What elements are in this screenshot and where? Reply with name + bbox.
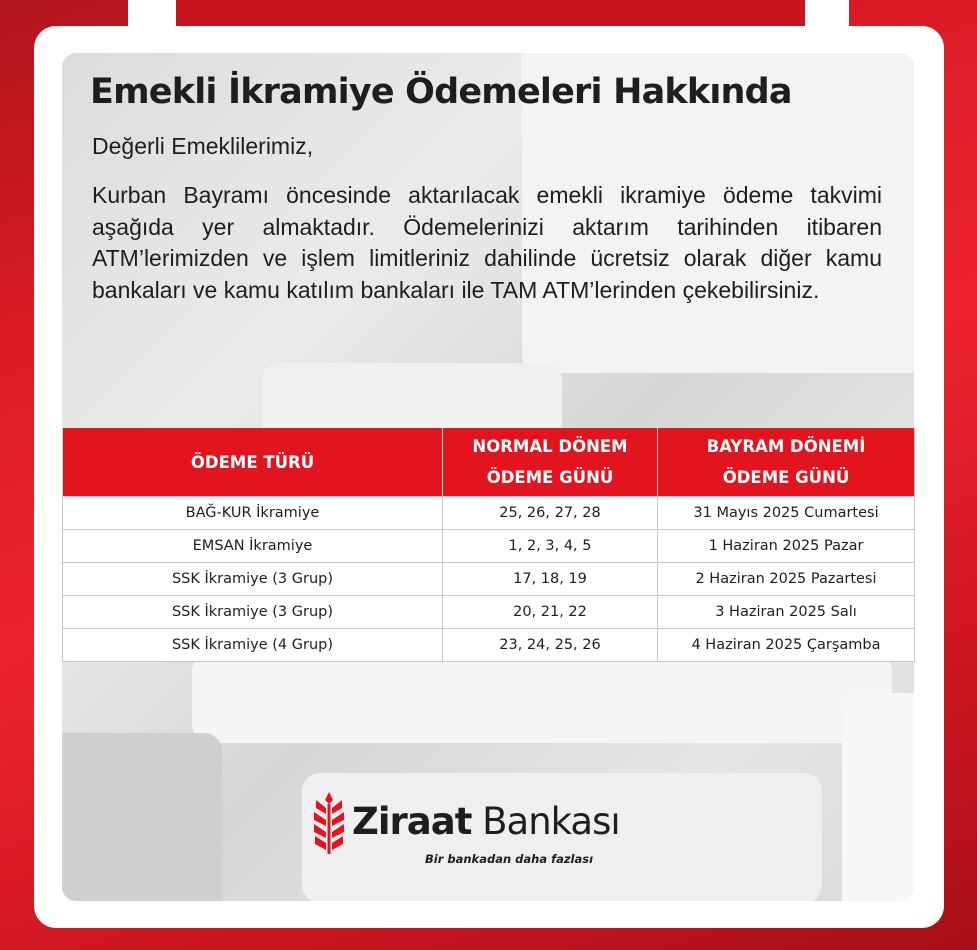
background-bar <box>805 0 849 26</box>
header-holiday-line2: ÖDEME GÜNÜ <box>722 468 850 487</box>
header-payment-type <box>63 428 443 497</box>
cell-holiday-date: 1 Haziran 2025 Pazar <box>658 530 915 563</box>
table-row <box>63 530 915 563</box>
cell-holiday-date: 31 Mayıs 2025 Cumartesi <box>658 497 915 530</box>
header-normal-line1: NORMAL DÖNEM <box>472 437 628 456</box>
cell-normal-days: 1, 2, 3, 4, 5 <box>443 530 658 563</box>
cell-holiday-date: 3 Haziran 2025 Salı <box>658 596 915 629</box>
brand-tagline: Bir bankadan daha fazlası <box>425 852 594 866</box>
cell-normal-days: 20, 21, 22 <box>443 596 658 629</box>
cell-normal-days: 23, 24, 25, 26 <box>443 629 658 662</box>
brand-name-bold: Ziraat <box>352 800 472 843</box>
cell-payment-type: SSK İkramiye (3 Grup) <box>63 596 443 629</box>
decorative-shape <box>192 653 892 743</box>
cell-payment-type: SSK İkramiye (4 Grup) <box>63 629 443 662</box>
cell-payment-type: SSK İkramiye (3 Grup) <box>63 563 443 596</box>
table-header-row <box>63 428 915 497</box>
ziraat-bankasi-logo <box>312 790 672 870</box>
payment-schedule-table <box>62 428 915 662</box>
cell-payment-type: EMSAN İkramiye <box>63 530 443 563</box>
header-normal-period <box>443 428 658 497</box>
cell-holiday-date: 4 Haziran 2025 Çarşamba <box>658 629 915 662</box>
table-row <box>63 596 915 629</box>
table-row <box>63 497 915 530</box>
header-holiday-line1: BAYRAM DÖNEMİ <box>706 437 866 456</box>
greeting: Değerli Emeklilerimiz, <box>92 133 314 159</box>
table-row <box>63 629 915 662</box>
cell-holiday-date: 2 Haziran 2025 Pazartesi <box>658 563 915 596</box>
table-row <box>63 563 915 596</box>
announcement-paragraph: Kurban Bayramı öncesinde aktarılacak emekli ikramiye ödeme takvimi aşağıda yer almaktadır. Ödemelerinizi aktarım tarihinden itibaren ATM’lerimizden ve işlem limitleriniz dahilinde ücretsiz olarak diğer kamu bankaları ve kamu katılım bankaları ile TAM ATM’lerinden çekebilirsiniz. <box>92 182 882 303</box>
decorative-shape <box>62 733 222 901</box>
background-stripe <box>176 0 805 26</box>
header-payment-type-label: ÖDEME TÜRÜ <box>190 452 315 472</box>
wheat-icon <box>312 790 346 856</box>
header-holiday-period <box>658 428 915 497</box>
header-normal-line2: ÖDEME GÜNÜ <box>486 468 614 487</box>
cell-payment-type: BAĞ-KUR İkramiye <box>63 497 443 530</box>
brand-name-regular: Bankası <box>471 800 620 843</box>
page-title: Emekli İkramiye Ödemeleri Hakkında <box>90 72 792 112</box>
brand-name <box>352 800 620 843</box>
decorative-shape <box>842 693 914 901</box>
background-bar <box>128 0 176 26</box>
cell-normal-days: 17, 18, 19 <box>443 563 658 596</box>
cell-normal-days: 25, 26, 27, 28 <box>443 497 658 530</box>
